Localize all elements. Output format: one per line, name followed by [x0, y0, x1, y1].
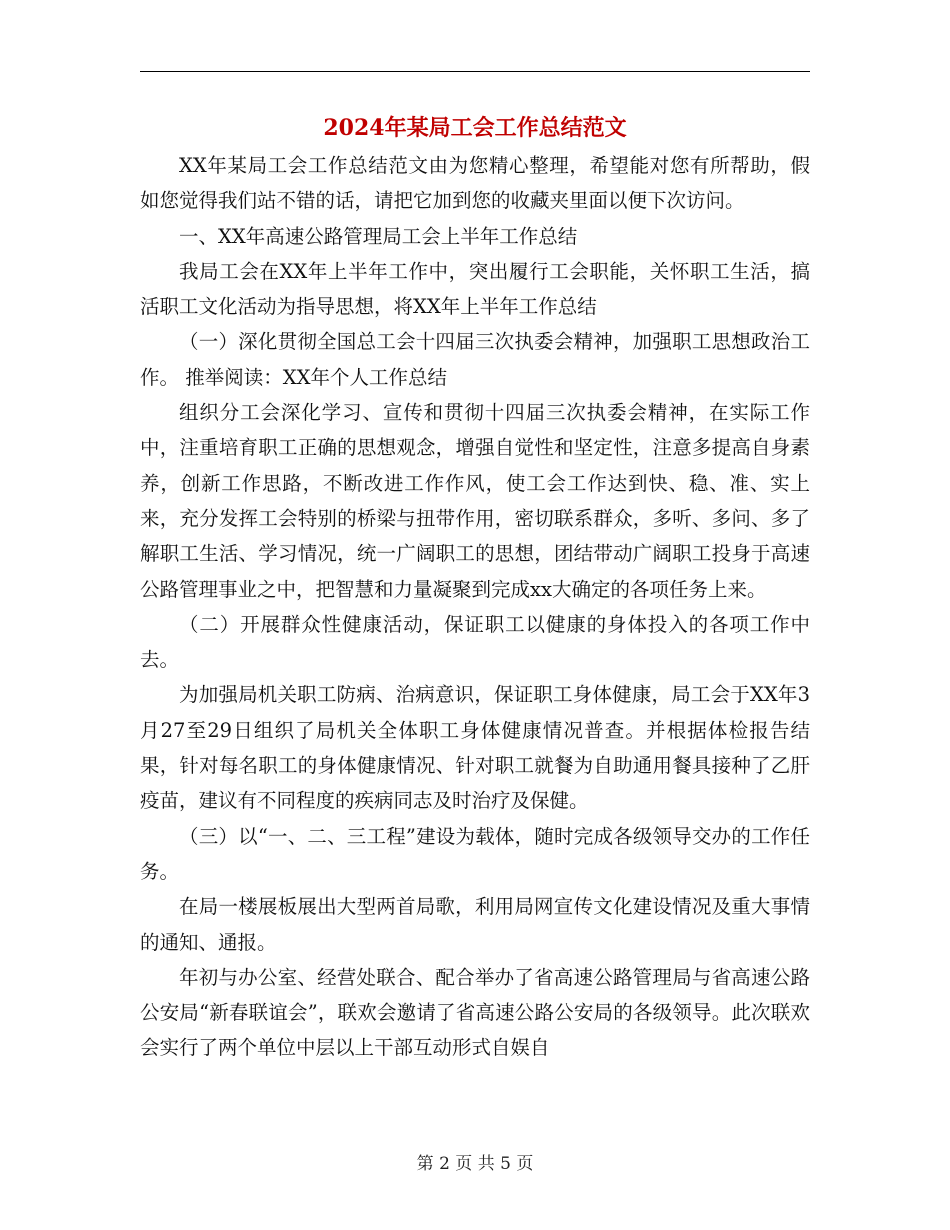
- subsection-heading-1: （一）深化贯彻全国总工会十四届三次执委会精神，加强职工思想政治工作。 推举阅读：XX年个人工作总结: [140, 330, 810, 389]
- paragraph: 我局工会在XX年上半年工作中，突出履行工会职能，关怀职工生活，搞活职工文化活动为指导思想，将XX年上半年工作总结: [140, 259, 810, 319]
- subsection-heading-3: （三）以“一、二、三工程”建设为载体，随时完成各级领导交办的工作任务。: [140, 824, 810, 883]
- document-body: [140, 148, 810, 1066]
- paragraph: 组织分工会深化学习、宣传和贯彻十四届三次执委会精神，在实际工作中，注重培育职工正确的思想观念，增强自觉性和坚定性，注意多提高自身素养，创新工作思路，不断改进工作作风，使工会工作达到快、稳、准、实上来，充分发挥工会特别的桥梁与扭带作用，密切联系群众，多听、多问、多了解职工生活、学习情况，统一广阔职工的思想，团结带动广阔职工投身于高速公路管理事业之中，把智慧和力量凝聚到完成xx大确定的各项任务上来。: [140, 401, 810, 601]
- subsection-heading-2: （二）开展群众性健康活动，保证职工以健康的身体投入的各项工作中去。: [140, 612, 810, 672]
- paragraph: 为加强局机关职工防病、治病意识，保证职工身体健康，局工会于XX年3月27至29日组织了局机关全体职工身体健康情况普查。并根据体检报告结果，针对每名职工的身体健康情况、针对职工就餐为自助通用餐具接种了乙肝疫苗，建议有不同程度的疾病同志及时治疗及保健。: [140, 683, 810, 813]
- paragraph-intro: XX年某局工会工作总结范文由为您精心整理，希望能对您有所帮助，假如您觉得我们站不错的话，请把它加到您的收藏夹里面以便下次访问。: [140, 154, 810, 213]
- paragraph: 在局一楼展板展出大型两首局歌，利用局网宣传文化建设情况及重大事情的通知、通报。: [140, 895, 810, 954]
- page-number-footer: 第 2 页 共 5 页: [416, 1154, 534, 1174]
- header-rule: [140, 71, 810, 72]
- paragraph: 年初与办公室、经营处联合、配合举办了省高速公路管理局与省高速公路公安局“新春联谊会”，联欢会邀请了省高速公路公安局的各级领导。此次联欢会实行了两个单位中层以上干部互动形式自娱自: [140, 965, 810, 1060]
- section-heading-1: 一、XX年高速公路管理局工会上半年工作总结: [179, 224, 578, 248]
- document-title: 2024年某局工会工作总结范文: [323, 115, 627, 141]
